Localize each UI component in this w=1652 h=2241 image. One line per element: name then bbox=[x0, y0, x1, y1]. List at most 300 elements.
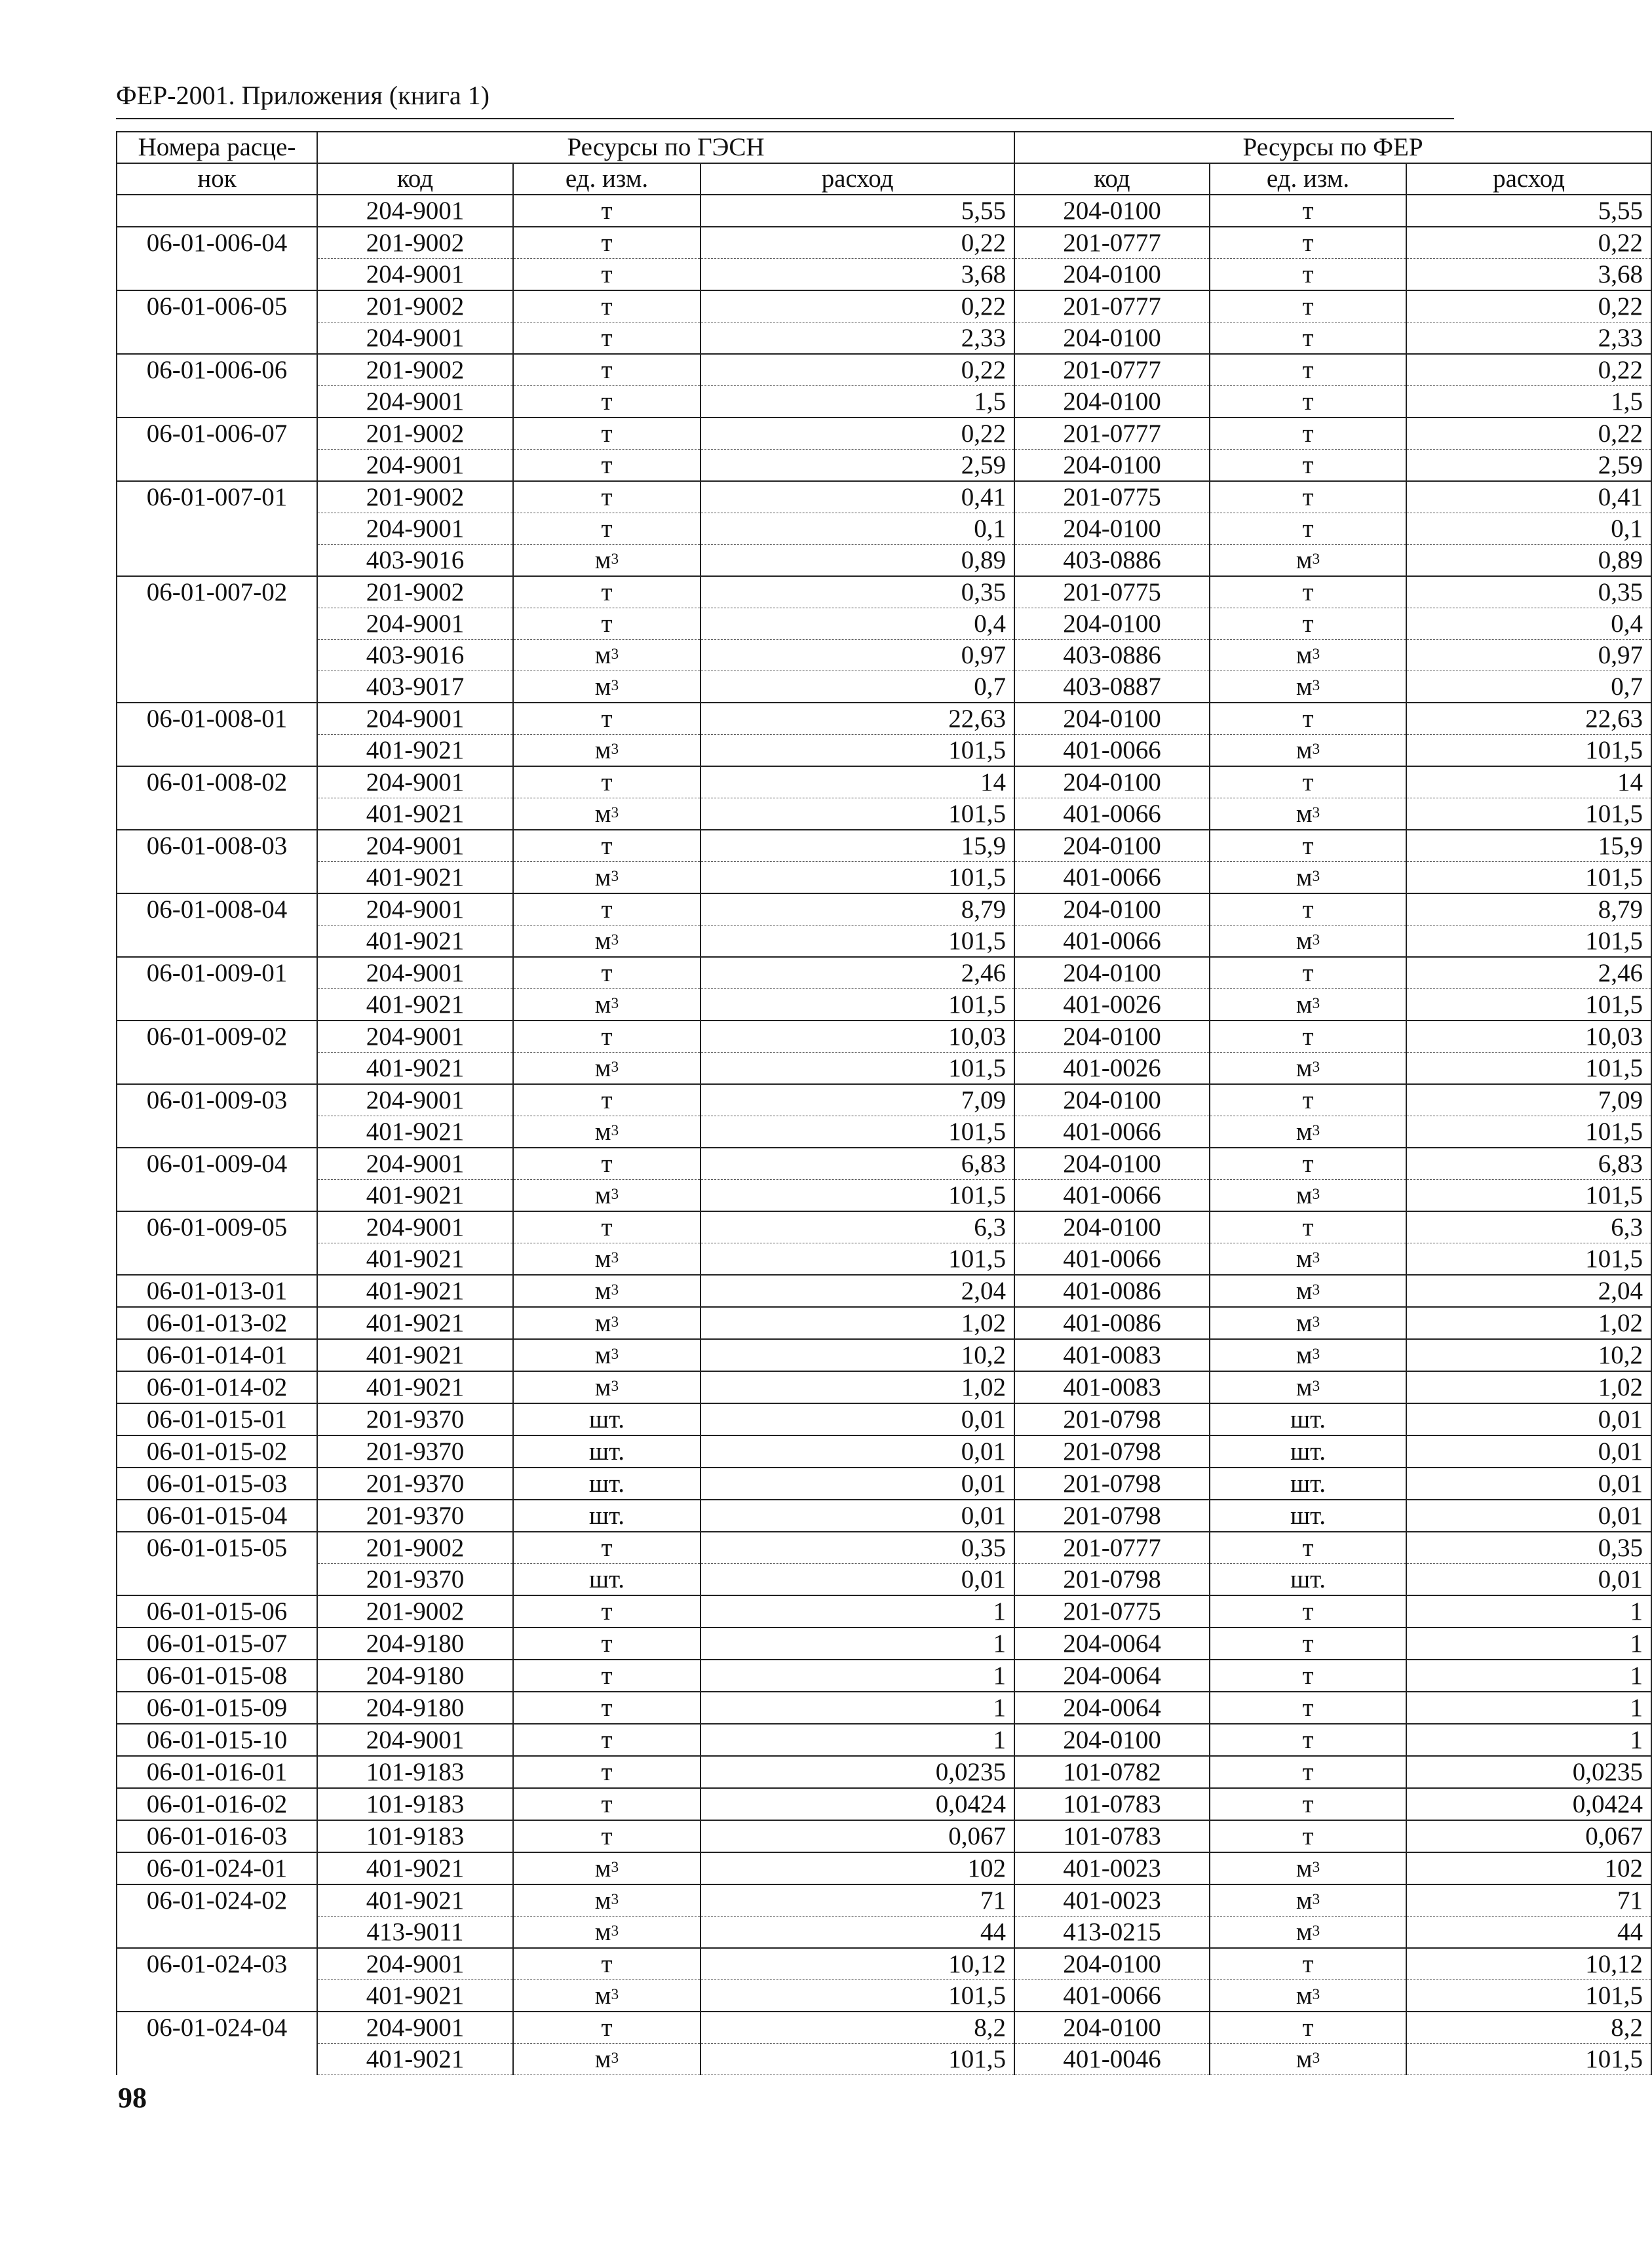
rate-number-cell bbox=[117, 1180, 317, 1212]
table-row bbox=[117, 1660, 1651, 1692]
rate-number-cell bbox=[117, 640, 317, 671]
gesn-unit-cell: т bbox=[513, 450, 701, 482]
fer-code-cell: 204-0064 bbox=[1014, 1660, 1210, 1692]
rate-number-cell bbox=[117, 1917, 317, 1949]
fer-code-cell: 204-0100 bbox=[1014, 608, 1210, 640]
fer-code-cell: 201-0777 bbox=[1014, 227, 1210, 259]
fer-amount-cell: 0,01 bbox=[1406, 1403, 1651, 1435]
fer-unit-cell: т bbox=[1210, 1148, 1406, 1180]
table-row bbox=[117, 1148, 1651, 1180]
rate-number-cell bbox=[117, 1053, 317, 1085]
fer-code-cell: 204-0100 bbox=[1014, 322, 1210, 355]
fer-code-cell: 204-0100 bbox=[1014, 2012, 1210, 2044]
fer-unit-cell: т bbox=[1210, 481, 1406, 513]
table-row bbox=[117, 735, 1651, 767]
fer-amount-cell: 1 bbox=[1406, 1692, 1651, 1724]
fer-unit-cell: т bbox=[1210, 195, 1406, 227]
table-row bbox=[117, 640, 1651, 671]
fer-amount-cell: 15,9 bbox=[1406, 830, 1651, 862]
fer-amount-cell: 3,68 bbox=[1406, 259, 1651, 291]
col-group-gesn: Ресурсы по ГЭСН bbox=[317, 132, 1014, 163]
gesn-amount-cell: 0,22 bbox=[701, 290, 1014, 322]
fer-amount-cell: 0,01 bbox=[1406, 1468, 1651, 1500]
gesn-unit-cell: $м^3$ bbox=[513, 1852, 701, 1884]
fer-code-cell: 401-0066 bbox=[1014, 1243, 1210, 1276]
table-row bbox=[117, 1788, 1651, 1820]
rate-number-cell: 06-01-008-01 bbox=[117, 703, 317, 735]
gesn-amount-cell: 2,46 bbox=[701, 957, 1014, 989]
fer-unit-cell: $м^3$ bbox=[1210, 926, 1406, 958]
table-row bbox=[117, 1084, 1651, 1116]
gesn-code-cell: 204-9001 bbox=[317, 1211, 513, 1243]
table-row bbox=[117, 1532, 1651, 1564]
gesn-code-cell: 401-9021 bbox=[317, 1852, 513, 1884]
fer-amount-cell: 22,63 bbox=[1406, 703, 1651, 735]
gesn-amount-cell: 101,5 bbox=[701, 926, 1014, 958]
gesn-amount-cell: 101,5 bbox=[701, 798, 1014, 830]
gesn-unit-cell: т bbox=[513, 195, 701, 227]
rate-number-cell: 06-01-009-02 bbox=[117, 1021, 317, 1053]
col-header-fer-code: код bbox=[1014, 163, 1210, 195]
fer-unit-cell: т bbox=[1210, 1724, 1406, 1756]
table-row bbox=[117, 1021, 1651, 1053]
fer-unit-cell: $м^3$ bbox=[1210, 989, 1406, 1021]
gesn-amount-cell: 22,63 bbox=[701, 703, 1014, 735]
fer-amount-cell: 0,0424 bbox=[1406, 1788, 1651, 1820]
gesn-amount-cell: 15,9 bbox=[701, 830, 1014, 862]
gesn-code-cell: 204-9001 bbox=[317, 195, 513, 227]
fer-amount-cell: 2,46 bbox=[1406, 957, 1651, 989]
fer-code-cell: 401-0046 bbox=[1014, 2044, 1210, 2075]
fer-unit-cell: шт. bbox=[1210, 1435, 1406, 1468]
fer-unit-cell: $м^3$ bbox=[1210, 1371, 1406, 1403]
fer-code-cell: 401-0066 bbox=[1014, 1180, 1210, 1212]
gesn-code-cell: 201-9002 bbox=[317, 290, 513, 322]
table-row bbox=[117, 481, 1651, 513]
col-header-gesn-unit: ед. изм. bbox=[513, 163, 701, 195]
table-row bbox=[117, 1948, 1651, 1980]
rate-number-cell: 06-01-015-09 bbox=[117, 1692, 317, 1724]
table-row bbox=[117, 1564, 1651, 1596]
rate-number-cell: 06-01-015-10 bbox=[117, 1724, 317, 1756]
gesn-code-cell: 204-9001 bbox=[317, 450, 513, 482]
rate-number-cell: 06-01-013-01 bbox=[117, 1275, 317, 1307]
table-row bbox=[117, 671, 1651, 703]
gesn-amount-cell: 10,03 bbox=[701, 1021, 1014, 1053]
table-row bbox=[117, 703, 1651, 735]
gesn-code-cell: 413-9011 bbox=[317, 1917, 513, 1949]
rate-number-cell bbox=[117, 608, 317, 640]
fer-unit-cell: $м^3$ bbox=[1210, 1917, 1406, 1949]
fer-code-cell: 401-0066 bbox=[1014, 798, 1210, 830]
table-row bbox=[117, 227, 1651, 259]
gesn-amount-cell: 0,0424 bbox=[701, 1788, 1014, 1820]
gesn-code-cell: 401-9021 bbox=[317, 735, 513, 767]
gesn-code-cell: 201-9370 bbox=[317, 1403, 513, 1435]
gesn-code-cell: 204-9001 bbox=[317, 513, 513, 545]
fer-code-cell: 204-0100 bbox=[1014, 450, 1210, 482]
fer-unit-cell: т bbox=[1210, 418, 1406, 450]
fer-amount-cell: 0,7 bbox=[1406, 671, 1651, 703]
gesn-unit-cell: $м^3$ bbox=[513, 1243, 701, 1276]
fer-unit-cell: т bbox=[1210, 450, 1406, 482]
fer-unit-cell: т bbox=[1210, 608, 1406, 640]
fer-amount-cell: 71 bbox=[1406, 1884, 1651, 1917]
table-row bbox=[117, 926, 1651, 958]
rate-number-cell: 06-01-006-04 bbox=[117, 227, 317, 259]
fer-amount-cell: 101,5 bbox=[1406, 926, 1651, 958]
rate-number-cell: 06-01-015-02 bbox=[117, 1435, 317, 1468]
gesn-amount-cell: 10,12 bbox=[701, 1948, 1014, 1980]
table-row bbox=[117, 1692, 1651, 1724]
rate-number-cell: 06-01-015-03 bbox=[117, 1468, 317, 1500]
fer-unit-cell: т bbox=[1210, 1021, 1406, 1053]
gesn-code-cell: 403-9016 bbox=[317, 545, 513, 577]
gesn-code-cell: 204-9180 bbox=[317, 1692, 513, 1724]
gesn-unit-cell: шт. bbox=[513, 1435, 701, 1468]
gesn-unit-cell: шт. bbox=[513, 1564, 701, 1596]
gesn-amount-cell: 101,5 bbox=[701, 1243, 1014, 1276]
fer-amount-cell: 0,0235 bbox=[1406, 1756, 1651, 1788]
fer-amount-cell: 0,1 bbox=[1406, 513, 1651, 545]
fer-unit-cell: т bbox=[1210, 513, 1406, 545]
gesn-unit-cell: $м^3$ bbox=[513, 735, 701, 767]
gesn-code-cell: 204-9180 bbox=[317, 1627, 513, 1660]
rate-number-cell: 06-01-009-03 bbox=[117, 1084, 317, 1116]
rate-number-cell bbox=[117, 195, 317, 227]
gesn-code-cell: 204-9001 bbox=[317, 893, 513, 926]
fer-amount-cell: 2,04 bbox=[1406, 1275, 1651, 1307]
fer-unit-cell: т bbox=[1210, 2012, 1406, 2044]
gesn-amount-cell: 0,067 bbox=[701, 1820, 1014, 1852]
gesn-unit-cell: т bbox=[513, 1627, 701, 1660]
gesn-unit-cell: $м^3$ bbox=[513, 1180, 701, 1212]
table-row bbox=[117, 1980, 1651, 2012]
gesn-amount-cell: 14 bbox=[701, 766, 1014, 798]
rate-number-cell: 06-01-024-01 bbox=[117, 1852, 317, 1884]
rate-number-cell: 06-01-009-01 bbox=[117, 957, 317, 989]
fer-amount-cell: 7,09 bbox=[1406, 1084, 1651, 1116]
gesn-amount-cell: 0,97 bbox=[701, 640, 1014, 671]
fer-amount-cell: 1,02 bbox=[1406, 1371, 1651, 1403]
rate-number-cell: 06-01-008-04 bbox=[117, 893, 317, 926]
col-header-fer-amount: расход bbox=[1406, 163, 1651, 195]
gesn-code-cell: 401-9021 bbox=[317, 798, 513, 830]
table-row bbox=[117, 766, 1651, 798]
fer-unit-cell: т bbox=[1210, 227, 1406, 259]
fer-code-cell: 401-0023 bbox=[1014, 1884, 1210, 1917]
fer-code-cell: 204-0100 bbox=[1014, 1084, 1210, 1116]
gesn-code-cell: 201-9370 bbox=[317, 1468, 513, 1500]
gesn-unit-cell: т bbox=[513, 227, 701, 259]
rate-number-cell: 06-01-016-03 bbox=[117, 1820, 317, 1852]
gesn-unit-cell: т bbox=[513, 386, 701, 418]
gesn-amount-cell: 0,01 bbox=[701, 1403, 1014, 1435]
rate-number-cell bbox=[117, 862, 317, 894]
gesn-code-cell: 401-9021 bbox=[317, 1275, 513, 1307]
fer-code-cell: 401-0066 bbox=[1014, 1116, 1210, 1148]
rate-number-cell bbox=[117, 450, 317, 482]
gesn-unit-cell: т bbox=[513, 1948, 701, 1980]
fer-amount-cell: 2,33 bbox=[1406, 322, 1651, 355]
table-row bbox=[117, 259, 1651, 291]
table-row bbox=[117, 1756, 1651, 1788]
fer-unit-cell: $м^3$ bbox=[1210, 1116, 1406, 1148]
fer-code-cell: 204-0100 bbox=[1014, 513, 1210, 545]
fer-code-cell: 204-0064 bbox=[1014, 1627, 1210, 1660]
table-row bbox=[117, 608, 1651, 640]
gesn-amount-cell: 101,5 bbox=[701, 1116, 1014, 1148]
fer-unit-cell: т bbox=[1210, 1532, 1406, 1564]
fer-code-cell: 401-0026 bbox=[1014, 989, 1210, 1021]
fer-unit-cell: т bbox=[1210, 1660, 1406, 1692]
table-row bbox=[117, 545, 1651, 577]
fer-amount-cell: 0,97 bbox=[1406, 640, 1651, 671]
table-row bbox=[117, 1307, 1651, 1339]
header-rule bbox=[116, 118, 1454, 119]
gesn-amount-cell: 101,5 bbox=[701, 2044, 1014, 2075]
gesn-unit-cell: т bbox=[513, 354, 701, 386]
col-group-fer: Ресурсы по ФЕР bbox=[1014, 132, 1651, 163]
gesn-unit-cell: шт. bbox=[513, 1500, 701, 1532]
fer-code-cell: 204-0100 bbox=[1014, 830, 1210, 862]
gesn-unit-cell: т bbox=[513, 1084, 701, 1116]
gesn-amount-cell: 10,2 bbox=[701, 1339, 1014, 1371]
gesn-code-cell: 204-9180 bbox=[317, 1660, 513, 1692]
gesn-unit-cell: т bbox=[513, 1660, 701, 1692]
fer-unit-cell: $м^3$ bbox=[1210, 640, 1406, 671]
fer-amount-cell: 101,5 bbox=[1406, 862, 1651, 894]
fer-amount-cell: 14 bbox=[1406, 766, 1651, 798]
gesn-code-cell: 401-9021 bbox=[317, 1371, 513, 1403]
gesn-unit-cell: $м^3$ bbox=[513, 1980, 701, 2012]
fer-code-cell: 204-0100 bbox=[1014, 386, 1210, 418]
gesn-unit-cell: т bbox=[513, 576, 701, 608]
rate-number-cell: 06-01-015-06 bbox=[117, 1595, 317, 1627]
fer-code-cell: 401-0023 bbox=[1014, 1852, 1210, 1884]
gesn-unit-cell: т bbox=[513, 1788, 701, 1820]
gesn-amount-cell: 0,35 bbox=[701, 1532, 1014, 1564]
fer-unit-cell: т bbox=[1210, 1627, 1406, 1660]
page-number: 98 bbox=[118, 2082, 147, 2114]
gesn-amount-cell: 8,2 bbox=[701, 2012, 1014, 2044]
gesn-unit-cell: т bbox=[513, 418, 701, 450]
gesn-code-cell: 101-9183 bbox=[317, 1756, 513, 1788]
fer-amount-cell: 0,4 bbox=[1406, 608, 1651, 640]
gesn-unit-cell: $м^3$ bbox=[513, 1371, 701, 1403]
fer-unit-cell: $м^3$ bbox=[1210, 1275, 1406, 1307]
gesn-code-cell: 403-9017 bbox=[317, 671, 513, 703]
table-row bbox=[117, 1403, 1651, 1435]
gesn-code-cell: 401-9021 bbox=[317, 926, 513, 958]
fer-unit-cell: т bbox=[1210, 1595, 1406, 1627]
gesn-code-cell: 204-9001 bbox=[317, 1724, 513, 1756]
table-row bbox=[117, 1852, 1651, 1884]
fer-code-cell: 201-0798 bbox=[1014, 1403, 1210, 1435]
table-row bbox=[117, 513, 1651, 545]
fer-code-cell: 201-0775 bbox=[1014, 576, 1210, 608]
fer-amount-cell: 0,22 bbox=[1406, 418, 1651, 450]
gesn-amount-cell: 1,02 bbox=[701, 1307, 1014, 1339]
rate-number-cell: 06-01-014-01 bbox=[117, 1339, 317, 1371]
rate-number-cell: 06-01-015-01 bbox=[117, 1403, 317, 1435]
gesn-code-cell: 101-9183 bbox=[317, 1820, 513, 1852]
fer-code-cell: 101-0782 bbox=[1014, 1756, 1210, 1788]
gesn-amount-cell: 0,41 bbox=[701, 481, 1014, 513]
rate-number-cell: 06-01-016-01 bbox=[117, 1756, 317, 1788]
rate-number-cell: 06-01-006-06 bbox=[117, 354, 317, 386]
gesn-code-cell: 204-9001 bbox=[317, 957, 513, 989]
table-row bbox=[117, 1627, 1651, 1660]
rate-number-cell bbox=[117, 798, 317, 830]
gesn-code-cell: 204-9001 bbox=[317, 766, 513, 798]
gesn-amount-cell: 7,09 bbox=[701, 1084, 1014, 1116]
fer-code-cell: 401-0066 bbox=[1014, 926, 1210, 958]
gesn-amount-cell: 0,01 bbox=[701, 1500, 1014, 1532]
table-row bbox=[117, 2012, 1651, 2044]
fer-code-cell: 204-0100 bbox=[1014, 1948, 1210, 1980]
gesn-amount-cell: 101,5 bbox=[701, 735, 1014, 767]
fer-unit-cell: $м^3$ bbox=[1210, 1339, 1406, 1371]
rate-number-cell bbox=[117, 259, 317, 291]
table-row bbox=[117, 1468, 1651, 1500]
table-row bbox=[117, 1180, 1651, 1212]
gesn-code-cell: 204-9001 bbox=[317, 703, 513, 735]
fer-code-cell: 403-0886 bbox=[1014, 545, 1210, 577]
table-row bbox=[117, 1275, 1651, 1307]
gesn-amount-cell: 0,22 bbox=[701, 227, 1014, 259]
fer-unit-cell: $м^3$ bbox=[1210, 798, 1406, 830]
gesn-unit-cell: $м^3$ bbox=[513, 798, 701, 830]
gesn-amount-cell: 6,3 bbox=[701, 1211, 1014, 1243]
col-header-gesn-code: код bbox=[317, 163, 513, 195]
gesn-unit-cell: $м^3$ bbox=[513, 862, 701, 894]
fer-amount-cell: 0,01 bbox=[1406, 1564, 1651, 1596]
gesn-code-cell: 201-9002 bbox=[317, 1532, 513, 1564]
fer-code-cell: 204-0064 bbox=[1014, 1692, 1210, 1724]
gesn-code-cell: 401-9021 bbox=[317, 1339, 513, 1371]
table-row bbox=[117, 798, 1651, 830]
gesn-amount-cell: 71 bbox=[701, 1884, 1014, 1917]
table-row bbox=[117, 576, 1651, 608]
rate-number-cell: 06-01-015-07 bbox=[117, 1627, 317, 1660]
col-header-rn-line1: Номера расце- bbox=[117, 132, 317, 163]
fer-amount-cell: 0,22 bbox=[1406, 290, 1651, 322]
fer-unit-cell: т bbox=[1210, 576, 1406, 608]
gesn-amount-cell: 1 bbox=[701, 1660, 1014, 1692]
gesn-amount-cell: 101,5 bbox=[701, 1180, 1014, 1212]
fer-unit-cell: т bbox=[1210, 830, 1406, 862]
gesn-unit-cell: т bbox=[513, 1820, 701, 1852]
gesn-unit-cell: шт. bbox=[513, 1468, 701, 1500]
gesn-code-cell: 204-9001 bbox=[317, 2012, 513, 2044]
gesn-amount-cell: 44 bbox=[701, 1917, 1014, 1949]
gesn-code-cell: 204-9001 bbox=[317, 830, 513, 862]
rate-number-cell bbox=[117, 989, 317, 1021]
fer-unit-cell: $м^3$ bbox=[1210, 1180, 1406, 1212]
fer-amount-cell: 0,22 bbox=[1406, 227, 1651, 259]
table-row bbox=[117, 322, 1651, 355]
fer-unit-cell: шт. bbox=[1210, 1468, 1406, 1500]
gesn-code-cell: 401-9021 bbox=[317, 862, 513, 894]
fer-code-cell: 401-0066 bbox=[1014, 862, 1210, 894]
gesn-unit-cell: т bbox=[513, 1021, 701, 1053]
gesn-code-cell: 401-9021 bbox=[317, 1116, 513, 1148]
gesn-amount-cell: 2,04 bbox=[701, 1275, 1014, 1307]
fer-code-cell: 403-0887 bbox=[1014, 671, 1210, 703]
table-row bbox=[117, 1724, 1651, 1756]
gesn-amount-cell: 101,5 bbox=[701, 1980, 1014, 2012]
fer-unit-cell: т bbox=[1210, 1756, 1406, 1788]
rate-number-cell: 06-01-024-02 bbox=[117, 1884, 317, 1917]
table-body bbox=[117, 195, 1651, 2075]
rate-number-cell: 06-01-016-02 bbox=[117, 1788, 317, 1820]
gesn-unit-cell: т bbox=[513, 830, 701, 862]
gesn-unit-cell: т bbox=[513, 766, 701, 798]
fer-amount-cell: 10,03 bbox=[1406, 1021, 1651, 1053]
gesn-unit-cell: $м^3$ bbox=[513, 1116, 701, 1148]
table-row bbox=[117, 386, 1651, 418]
fer-code-cell: 401-0026 bbox=[1014, 1053, 1210, 1085]
fer-unit-cell: $м^3$ bbox=[1210, 1307, 1406, 1339]
gesn-code-cell: 204-9001 bbox=[317, 1021, 513, 1053]
table-row bbox=[117, 893, 1651, 926]
gesn-code-cell: 204-9001 bbox=[317, 1148, 513, 1180]
gesn-unit-cell: т bbox=[513, 957, 701, 989]
fer-code-cell: 204-0100 bbox=[1014, 195, 1210, 227]
gesn-amount-cell: 6,83 bbox=[701, 1148, 1014, 1180]
fer-unit-cell: $м^3$ bbox=[1210, 1884, 1406, 1917]
gesn-code-cell: 204-9001 bbox=[317, 1084, 513, 1116]
table-row bbox=[117, 1435, 1651, 1468]
gesn-code-cell: 401-9021 bbox=[317, 1243, 513, 1276]
fer-code-cell: 201-0775 bbox=[1014, 1595, 1210, 1627]
fer-amount-cell: 44 bbox=[1406, 1917, 1651, 1949]
fer-unit-cell: т bbox=[1210, 386, 1406, 418]
fer-unit-cell: т bbox=[1210, 354, 1406, 386]
gesn-unit-cell: $м^3$ bbox=[513, 926, 701, 958]
rate-number-cell bbox=[117, 386, 317, 418]
fer-amount-cell: 5,55 bbox=[1406, 195, 1651, 227]
fer-code-cell: 204-0100 bbox=[1014, 1211, 1210, 1243]
fer-amount-cell: 0,35 bbox=[1406, 576, 1651, 608]
gesn-unit-cell: т bbox=[513, 1724, 701, 1756]
fer-unit-cell: т bbox=[1210, 1788, 1406, 1820]
fer-amount-cell: 1 bbox=[1406, 1627, 1651, 1660]
table-row bbox=[117, 1339, 1651, 1371]
gesn-code-cell: 101-9183 bbox=[317, 1788, 513, 1820]
rate-number-cell bbox=[117, 2044, 317, 2075]
table-row bbox=[117, 957, 1651, 989]
fer-unit-cell: шт. bbox=[1210, 1500, 1406, 1532]
fer-amount-cell: 101,5 bbox=[1406, 1116, 1651, 1148]
gesn-amount-cell: 1,5 bbox=[701, 386, 1014, 418]
gesn-unit-cell: т bbox=[513, 481, 701, 513]
rate-number-cell bbox=[117, 513, 317, 545]
table-row bbox=[117, 418, 1651, 450]
gesn-unit-cell: шт. bbox=[513, 1403, 701, 1435]
fer-amount-cell: 8,79 bbox=[1406, 893, 1651, 926]
col-header-fer-unit: ед. изм. bbox=[1210, 163, 1406, 195]
fer-code-cell: 201-0777 bbox=[1014, 418, 1210, 450]
fer-unit-cell: т bbox=[1210, 1948, 1406, 1980]
gesn-amount-cell: 5,55 bbox=[701, 195, 1014, 227]
fer-amount-cell: 101,5 bbox=[1406, 2044, 1651, 2075]
gesn-amount-cell: 1 bbox=[701, 1724, 1014, 1756]
gesn-unit-cell: т bbox=[513, 893, 701, 926]
fer-code-cell: 204-0100 bbox=[1014, 1724, 1210, 1756]
rate-number-cell: 06-01-024-04 bbox=[117, 2012, 317, 2044]
